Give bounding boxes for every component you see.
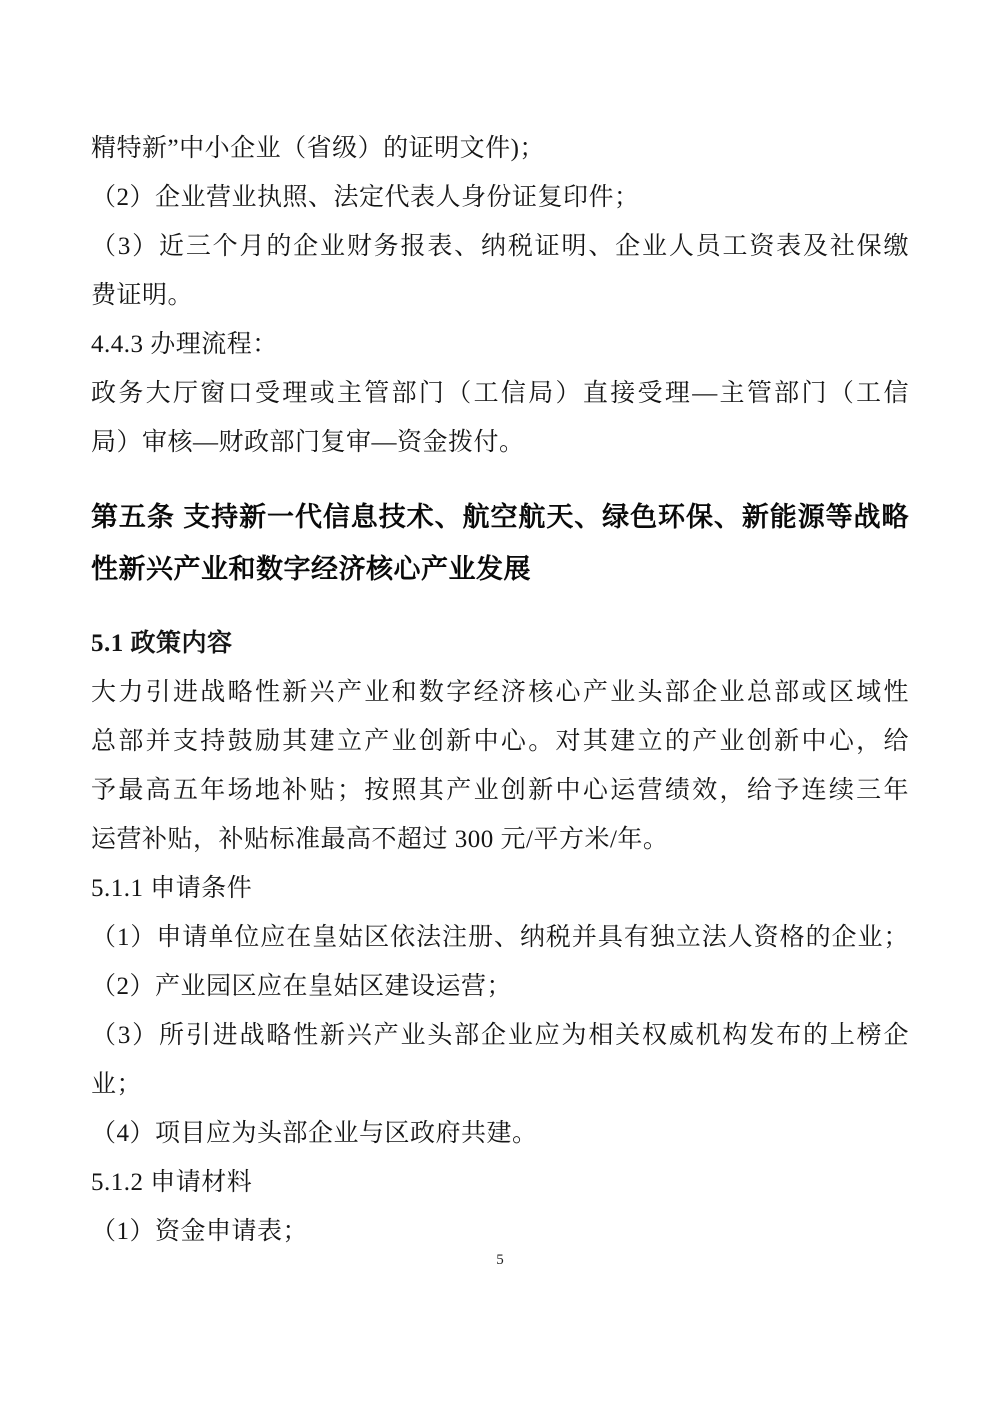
page-number: 5 — [496, 1252, 504, 1268]
text-line: 5.1.1 申请条件 — [91, 875, 253, 902]
text-line: （3）所引进战略性新兴产业头部企业应为相关权威机构发布的上榜企 — [91, 1022, 909, 1049]
paragraph — [91, 864, 909, 913]
subsection-heading — [91, 619, 909, 668]
text-line: 5.1.2 申请材料 — [91, 1169, 253, 1196]
heading-line: 5.1 政策内容 — [91, 630, 233, 657]
document-body — [91, 124, 909, 1256]
text-line: 业； — [91, 1071, 143, 1098]
heading-line: 性新兴产业和数字经济核心产业发展 — [91, 554, 531, 584]
text-line: 予最高五年场地补贴；按照其产业创新中心运营绩效，给予连续三年 — [91, 777, 909, 804]
text-line: （3）近三个月的企业财务报表、纳税证明、企业人员工资表及社保缴 — [91, 233, 909, 260]
paragraph — [91, 369, 909, 467]
text-line: （1）申请单位应在皇姑区依法注册、纳税并具有独立法人资格的企业； — [91, 924, 909, 951]
paragraph — [91, 1109, 909, 1158]
text-line: （4）项目应为头部企业与区政府共建。 — [91, 1120, 538, 1147]
text-line: 4.4.3 办理流程： — [91, 331, 278, 358]
text-line: 运营补贴，补贴标准最高不超过 300 元/平方米/年。 — [91, 826, 669, 853]
text-line: （2）产业园区应在皇姑区建设运营； — [91, 973, 513, 1000]
paragraph — [91, 1158, 909, 1207]
text-line: （2）企业营业执照、法定代表人身份证复印件； — [91, 184, 640, 211]
section-heading — [91, 491, 909, 595]
text-line: 政务大厅窗口受理或主管部门（工信局）直接受理—主管部门（工信 — [91, 380, 909, 407]
paragraph — [91, 173, 909, 222]
paragraph — [91, 962, 909, 1011]
paragraph — [91, 124, 909, 173]
text-line: 局）审核—财政部门复审—资金拨付。 — [91, 429, 525, 456]
text-line: 精特新”中小企业（省级）的证明文件)； — [91, 135, 545, 162]
heading-line: 第五条 支持新一代信息技术、航空航天、绿色环保、新能源等战略 — [91, 502, 909, 532]
paragraph — [91, 1011, 909, 1109]
text-line: 总部并支持鼓励其建立产业创新中心。对其建立的产业创新中心，给 — [91, 728, 909, 755]
paragraph — [91, 668, 909, 864]
paragraph — [91, 222, 909, 320]
paragraph — [91, 320, 909, 369]
paragraph — [91, 913, 909, 962]
text-line: （1）资金申请表； — [91, 1218, 309, 1245]
text-line: 大力引进战略性新兴产业和数字经济核心产业头部企业总部或区域性 — [91, 679, 909, 706]
text-line: 费证明。 — [91, 282, 194, 309]
